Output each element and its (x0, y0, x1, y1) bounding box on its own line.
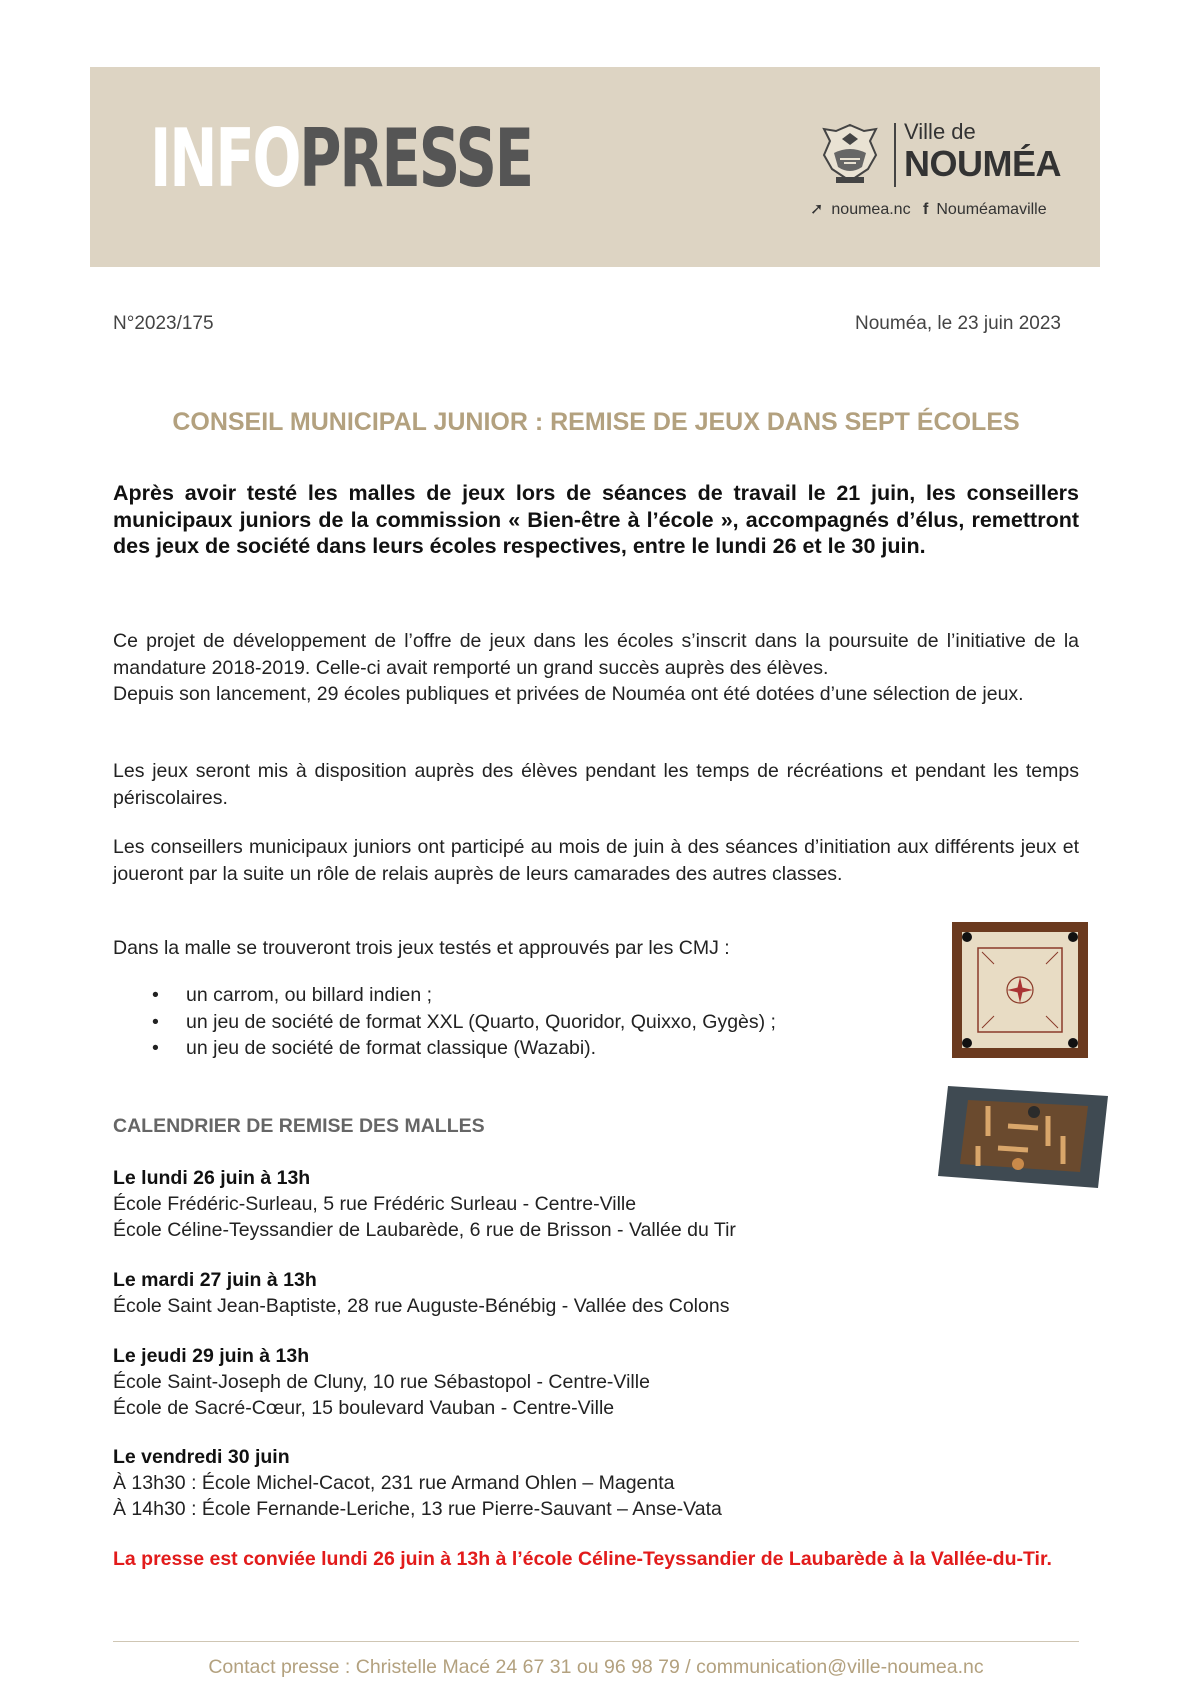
slot-line: À 13h30 : École Michel-Cacot, 231 rue Armand Ohlen – Magenta (113, 1472, 675, 1494)
city-seal-icon (810, 119, 890, 189)
calendar-slot (113, 1165, 933, 1243)
logo-ville-de: Ville de (904, 119, 976, 144)
slot-day: Le mardi 27 juin à 13h (113, 1269, 317, 1291)
logo-separator (894, 123, 896, 187)
press-release-date: Nouméa, le 23 juin 2023 (855, 313, 1061, 334)
header-banner (90, 67, 1100, 267)
wordmark-presse: PRESSE (299, 112, 532, 205)
body-paragraph-3: Les conseillers municipaux juniors ont participé au mois de juin à des séances d’initiation aux différents jeux et joueront par la suite un rôle de relais auprès de leurs camarades des autres classes. (113, 836, 1079, 885)
slot-line: École Saint Jean-Baptiste, 28 rue Auguste-Bénébig - Vallée des Colons (113, 1295, 730, 1317)
body-paragraph-1b: Depuis son lancement, 29 écoles publiques et privées de Nouméa ont été dotées d’une sélection de jeux. (113, 683, 1024, 705)
calendar-slot (113, 1444, 933, 1522)
arrow-icon: ➚ (810, 201, 824, 218)
slot-day: Le vendredi 30 juin (113, 1446, 290, 1468)
list-item: • un jeu de société de format classique (Wazabi). (152, 1035, 776, 1062)
press-invitation: La presse est conviée lundi 26 juin à 13h à l’école Céline-Teyssandier de Laubarède à la Vallée-du-Tir. (113, 1548, 1052, 1570)
page-title: CONSEIL MUNICIPAL JUNIOR : REMISE DE JEUX DANS SEPT ÉCOLES (172, 408, 1020, 436)
logo-social-links (810, 199, 1055, 219)
slot-line: À 14h30 : École Fernande-Leriche, 13 rue Pierre-Sauvant – Anse-Vata (113, 1498, 722, 1520)
slot-line: École Céline-Teyssandier de Laubarède, 6 rue de Brisson - Vallée du Tir (113, 1219, 736, 1241)
slot-line: École Saint-Joseph de Cluny, 10 rue Sébastopol - Centre-Ville (113, 1371, 650, 1393)
body-paragraph-1 (113, 628, 1079, 708)
lead-paragraph: Après avoir testé les malles de jeux lors de séances de travail le 21 juin, les conseillers municipaux juniors de la commission « Bien-être à l’école », accompagnés d’élus, remettront des jeux de société dans leurs écoles respectives, entre le lundi 26 et le 30 juin. (113, 481, 1079, 558)
calendar-heading: CALENDRIER DE REMISE DES MALLES (113, 1115, 485, 1137)
slot-line: École Frédéric-Surleau, 5 rue Frédéric Surleau - Centre-Ville (113, 1193, 637, 1215)
slot-day: Le lundi 26 juin à 13h (113, 1167, 311, 1189)
facebook-link[interactable]: Nouméamaville (936, 201, 1047, 218)
press-release-number: N°2023/175 (113, 313, 214, 334)
body-paragraph-2: Les jeux seront mis à disposition auprès des élèves pendant les temps de récréations et pendant les temps périscolaires. (113, 760, 1079, 809)
facebook-icon: f (923, 201, 929, 218)
body-paragraph-1a: Ce projet de développement de l’offre de jeux dans les écoles s’inscrit dans la poursuite de l’initiative de la mandature 2018-2019. Celle-ci avait remporté un grand succès auprès des élèves. (113, 630, 1079, 679)
body-paragraph-4: Dans la malle se trouveront trois jeux testés et approuvés par les CMJ : (113, 937, 730, 959)
footer-divider (113, 1641, 1079, 1642)
info-presse-wordmark (150, 112, 532, 205)
list-item: • un carrom, ou billard indien ; (152, 982, 776, 1009)
calendar-slot (113, 1267, 933, 1319)
carrom-board-image (952, 922, 1088, 1058)
ville-de-noumea-logo (810, 119, 1061, 219)
logo-noumea: NOUMÉA (904, 143, 1061, 184)
games-list (152, 982, 776, 1062)
slot-day: Le jeudi 29 juin à 13h (113, 1345, 310, 1367)
slot-line: École de Sacré-Cœur, 15 boulevard Vauban - Centre-Ville (113, 1397, 615, 1419)
wordmark-info: INFO (150, 112, 300, 205)
quoridor-game-image (938, 1076, 1114, 1198)
calendar-slot (113, 1343, 933, 1421)
press-contact: Contact presse : Christelle Macé 24 67 31 ou 96 98 79 / communication@ville-noumea.nc (208, 1656, 984, 1678)
list-item: • un jeu de société de format XXL (Quarto, Quoridor, Quixxo, Gygès) ; (152, 1009, 776, 1036)
site-link[interactable]: noumea.nc (831, 201, 911, 218)
